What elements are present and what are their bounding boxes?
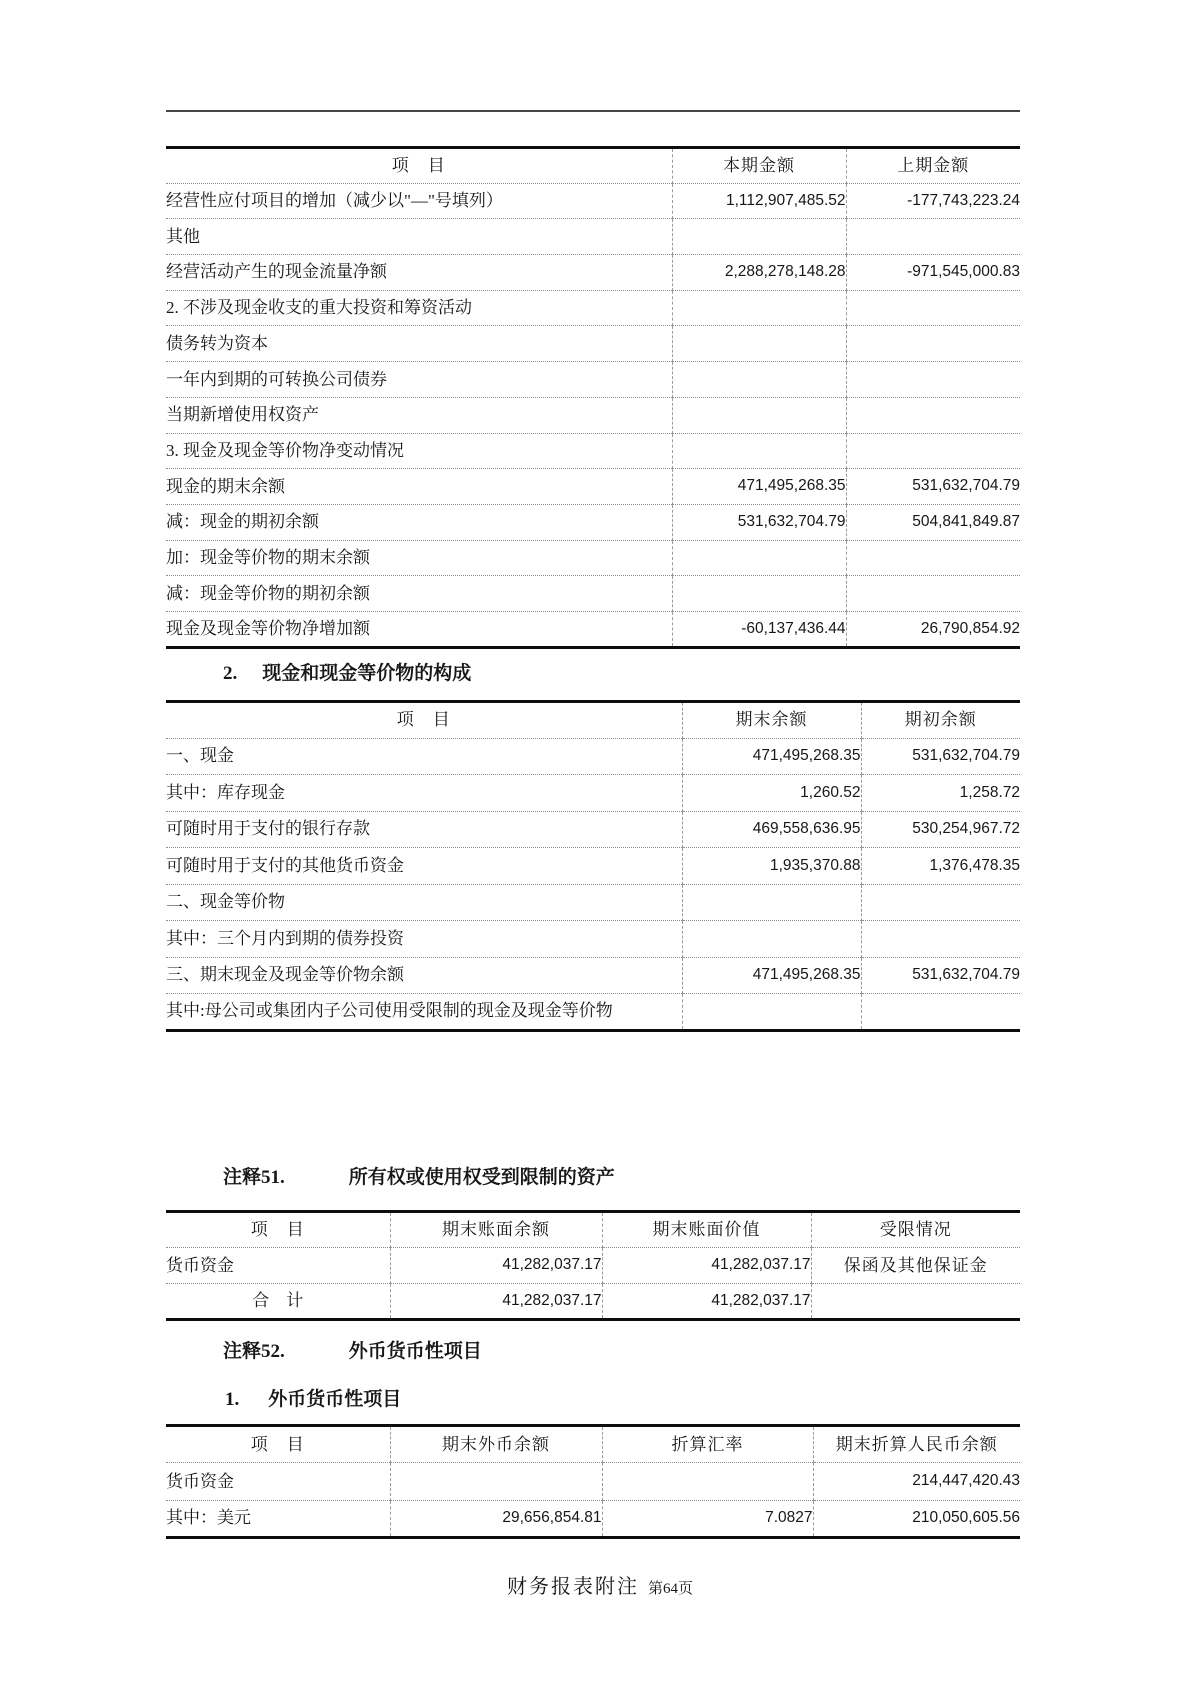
row-value-current [672,219,846,255]
row-value-ending [682,994,861,1031]
row-label: 二、现金等价物 [166,884,682,921]
row-value-current: -60,137,436.44 [672,611,846,647]
row-value-previous: 504,841,849.87 [846,504,1020,540]
row-label: 减：现金等价物的期初余额 [166,576,672,612]
table-row [166,326,1020,362]
subsection-number: 1. [225,1389,240,1410]
table-row [166,921,1020,958]
row-value-rmb: 210,050,605.56 [813,1500,1020,1537]
col-header-ending: 期末余额 [682,702,861,739]
row-value-beginning: 531,632,704.79 [861,738,1020,775]
row-label: 其他 [166,219,672,255]
table-header-row [166,1212,1020,1248]
row-value-balance: 41,282,037.17 [390,1284,602,1320]
table-row [166,884,1020,921]
row-value-current: 531,632,704.79 [672,504,846,540]
subsection-title: 外币货币性项目 [268,1389,402,1410]
row-value-beginning: 530,254,967.72 [861,811,1020,848]
col-header-item: 项 目 [166,1212,390,1248]
col-header-restriction: 受限情况 [811,1212,1020,1248]
table-row [166,255,1020,291]
row-value-bookvalue: 41,282,037.17 [602,1284,811,1320]
row-label: 当期新增使用权资产 [166,397,672,433]
foreign-currency-table [166,1424,1020,1539]
section-heading-note51 [223,1162,615,1189]
col-header-rmb-balance: 期末折算人民币余额 [813,1426,1020,1463]
col-header-book-balance: 期末账面余额 [390,1212,602,1248]
row-label: 加：现金等价物的期末余额 [166,540,672,576]
row-label: 其中：库存现金 [166,775,682,812]
row-value-restriction [811,1284,1020,1320]
section-heading-composition [223,658,471,685]
row-value-previous [846,576,1020,612]
table-row [166,397,1020,433]
row-value-beginning: 1,376,478.35 [861,848,1020,885]
table-row [166,362,1020,398]
table-row [166,290,1020,326]
table-row [166,957,1020,994]
row-value-foreign [390,1463,602,1500]
row-value-previous [846,219,1020,255]
row-label: 2. 不涉及现金收支的重大投资和筹资活动 [166,290,672,326]
row-value-ending: 471,495,268.35 [682,957,861,994]
row-value-balance: 41,282,037.17 [390,1248,602,1284]
table-row [166,433,1020,469]
section-heading-note52 [223,1336,482,1363]
row-value-beginning: 531,632,704.79 [861,957,1020,994]
row-label: 可随时用于支付的其他货币资金 [166,848,682,885]
row-value-ending [682,921,861,958]
row-value-current [672,362,846,398]
section-number: 注释52. [223,1341,285,1362]
table-row [166,540,1020,576]
table-row [166,469,1020,505]
table-row [166,1248,1020,1284]
row-label: 债务转为资本 [166,326,672,362]
row-value-beginning [861,921,1020,958]
page-footer [0,1570,1200,1599]
row-label: 一年内到期的可转换公司债券 [166,362,672,398]
row-label: 其中:母公司或集团内子公司使用受限制的现金及现金等价物 [166,1001,613,1021]
row-value-beginning [861,884,1020,921]
table-row [166,994,1020,1031]
footer-page-number: 第64页 [647,1581,693,1597]
row-value-ending: 469,558,636.95 [682,811,861,848]
table-header-row [166,1426,1020,1463]
row-label: 货币资金 [166,1248,390,1284]
row-value-ending: 471,495,268.35 [682,738,861,775]
row-value-previous [846,326,1020,362]
col-header-item: 项 目 [166,148,672,184]
row-value-beginning: 1,258.72 [861,775,1020,812]
table-row [166,738,1020,775]
row-value-current: 2,288,278,148.28 [672,255,846,291]
row-value-ending [682,884,861,921]
section-title: 所有权或使用权受到限制的资产 [348,1167,615,1188]
row-value-previous: -177,743,223.24 [846,183,1020,219]
row-value-previous [846,290,1020,326]
col-header-book-value: 期末账面价值 [602,1212,811,1248]
footer-title: 财务报表附注 [506,1576,639,1598]
section-number: 2. [223,663,238,684]
row-label: 可随时用于支付的银行存款 [166,811,682,848]
section-title: 现金和现金等价物的构成 [262,663,472,684]
col-header-item: 项 目 [166,1426,390,1463]
table-row [166,1463,1020,1500]
col-header-previous: 上期金额 [846,148,1020,184]
table-row [166,183,1020,219]
row-value-previous [846,397,1020,433]
row-label: 减：现金的期初余额 [166,504,672,540]
table-row [166,1284,1020,1320]
row-value-beginning [861,994,1020,1031]
row-value-current: 1,112,907,485.52 [672,183,846,219]
restricted-assets-table [166,1210,1020,1321]
row-value-bookvalue: 41,282,037.17 [602,1248,811,1284]
table-header-row [166,702,1020,739]
table-row [166,504,1020,540]
row-value-previous [846,540,1020,576]
row-value-current [672,576,846,612]
section-title: 外币货币性项目 [348,1341,482,1362]
composition-table [166,700,1020,1032]
row-value-rmb: 214,447,420.43 [813,1463,1020,1500]
col-header-current: 本期金额 [672,148,846,184]
row-value-rate [602,1463,813,1500]
table-row [166,811,1020,848]
table-row [166,775,1020,812]
row-label-total: 合 计 [252,1291,304,1311]
table-row [166,1500,1020,1537]
table-row [166,611,1020,647]
row-value-ending: 1,260.52 [682,775,861,812]
row-value-current [672,326,846,362]
section-number: 注释51. [223,1167,285,1188]
row-label: 3. 现金及现金等价物净变动情况 [166,433,672,469]
row-value-current [672,433,846,469]
row-value-restriction: 保函及其他保证金 [811,1248,1020,1284]
row-value-previous [846,433,1020,469]
row-label: 现金及现金等价物净增加额 [166,618,370,638]
row-label: 经营活动产生的现金流量净额 [166,255,672,291]
table-row [166,848,1020,885]
row-value-current [672,397,846,433]
row-value-previous: 26,790,854.92 [846,611,1020,647]
table-row [166,219,1020,255]
row-label: 货币资金 [166,1463,390,1500]
row-value-ending: 1,935,370.88 [682,848,861,885]
table-row [166,576,1020,612]
col-header-beginning: 期初余额 [861,702,1020,739]
row-label: 其中：美元 [166,1508,251,1528]
row-value-current [672,290,846,326]
row-value-previous: -971,545,000.83 [846,255,1020,291]
row-value-previous [846,362,1020,398]
row-value-previous: 531,632,704.79 [846,469,1020,505]
row-label: 一、现金 [166,738,682,775]
row-value-current: 471,495,268.35 [672,469,846,505]
row-label: 三、期末现金及现金等价物余额 [166,957,682,994]
page-header-rule [166,110,1020,112]
table-header-row [166,148,1020,184]
row-value-foreign: 29,656,854.81 [390,1500,602,1537]
row-value-rate: 7.0827 [602,1500,813,1537]
col-header-item: 项 目 [166,702,682,739]
subsection-heading-foreign-currency [225,1384,401,1411]
cash-flow-table [166,146,1020,649]
row-label: 经营性应付项目的增加（减少以"—"号填列） [166,183,672,219]
row-value-current [672,540,846,576]
row-label: 其中：三个月内到期的债券投资 [166,921,682,958]
col-header-foreign-balance: 期末外币余额 [390,1426,602,1463]
col-header-exchange-rate: 折算汇率 [602,1426,813,1463]
row-label: 现金的期末余额 [166,469,672,505]
